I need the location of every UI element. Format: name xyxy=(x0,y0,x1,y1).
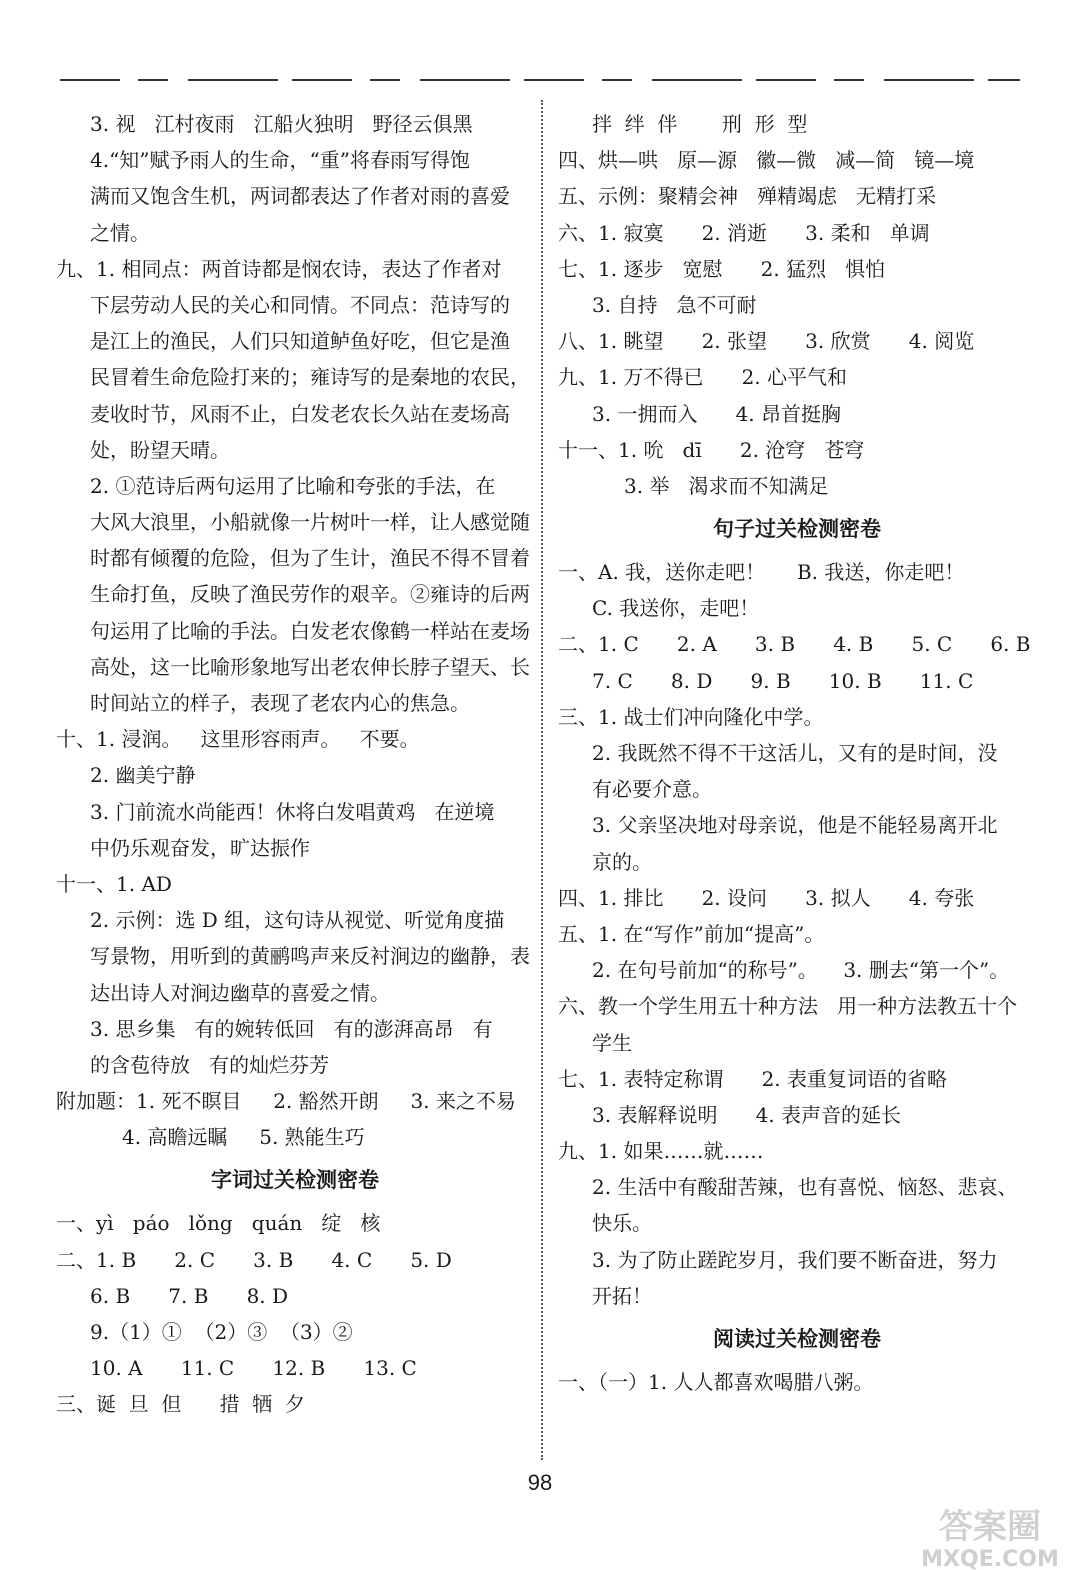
text-line: 3. 门前流水尚能西！休将白发唱黄鸡 在逆境 xyxy=(90,799,495,824)
text-line: 十一、1. AD xyxy=(56,871,172,896)
text-line: 2. 我既然不得不干这活儿，又有的是时间，没 xyxy=(592,741,998,765)
text-line: 3. 自持 急不可耐 xyxy=(592,292,757,317)
text-line: 写景物，用听到的黄鹂鸣声来反衬涧边的幽静，表 xyxy=(90,944,530,969)
text-line: 六、教一个学生用五十种方法 用一种方法教五十个 xyxy=(558,994,1018,1019)
text-line: 麦收时节，风雨不止，白发老农长久站在麦场高 xyxy=(90,401,510,426)
text-line: 2. 在句号前加“的称号”。 3. 删去“第一个”。 xyxy=(592,958,1010,983)
text-line: 六、1. 寂寞 2. 消逝 3. 柔和 单调 xyxy=(558,220,930,245)
text-line: 2. 示例：选 D 组，这句诗从视觉、听觉角度描 xyxy=(90,908,505,933)
watermark-logo xyxy=(880,1500,1080,1570)
text-line: 附加题：1. 死不瞑目 2. 豁然开朗 3. 来之不易 xyxy=(56,1089,516,1114)
text-line: 十一、1. 吮 dī 2. 沧穹 苍穹 xyxy=(558,437,865,462)
text-line: 3. 为了防止蹉跎岁月，我们要不断奋进，努力 xyxy=(592,1247,998,1272)
text-line: 3. 一拥而入 4. 昂首挺胸 xyxy=(592,401,842,426)
text-line: 时都有倾覆的危险，但为了生计，渔民不得不冒着 xyxy=(90,546,530,571)
text-line: 生命打鱼，反映了渔民劳作的艰辛。②雍诗的后两 xyxy=(90,582,530,607)
text-line: 3. 表解释说明 4. 表声音的延长 xyxy=(592,1102,902,1127)
text-line: 九、1. 万不得已 2. 心平气和 xyxy=(558,365,848,390)
right-column xyxy=(558,106,1036,1400)
text-line: 的含苞待放 有的灿烂芬芳 xyxy=(90,1052,330,1077)
text-line: 4. 高瞻远瞩 5. 熟能生巧 xyxy=(122,1125,365,1150)
page-number: 98 xyxy=(527,1470,553,1495)
text-line: 处，盼望天晴。 xyxy=(90,437,230,462)
text-line: 三、诞 旦 但 措 牺 夕 xyxy=(56,1392,306,1417)
text-line: 九、1. 如果……就…… xyxy=(558,1139,764,1164)
text-line: 9.（1）① （2）③ （3）② xyxy=(90,1320,353,1344)
text-line: 7. C 8. D 9. B 10. B 11. C xyxy=(592,668,974,693)
text-line: 3. 思乡集 有的婉转低回 有的澎湃高昂 有 xyxy=(90,1016,493,1041)
text-line: 高处，这一比喻形象地写出老农伸长脖子望天、长 xyxy=(90,654,530,679)
top-rule xyxy=(60,78,1020,82)
text-line: 京的。 xyxy=(592,849,652,874)
text-line: 4.“知”赋予雨人的生命，“重”将春雨写得饱 xyxy=(90,148,470,173)
text-line: 一、（一）1. 人人都喜欢喝腊八粥。 xyxy=(558,1370,874,1394)
section-heading: 句子过关检测密卷 xyxy=(713,517,881,542)
watermark-bottom: MXQE.COM xyxy=(921,1547,1059,1570)
section-heading: 字词过关检测密卷 xyxy=(211,1168,379,1193)
text-line: 3. 视 江村夜雨 江船火独明 野径云俱黑 xyxy=(90,112,473,136)
text-line: 二、1. C 2. A 3. B 4. B 5. C 6. B xyxy=(558,632,1031,657)
text-line: 七、1. 逐步 宽慰 2. 猛烈 惧怕 xyxy=(558,256,886,281)
watermark-top: 答案圈 xyxy=(939,1507,1041,1547)
text-line: 有必要介意。 xyxy=(592,777,712,802)
text-line: 大风大浪里，小船就像一片树叶一样，让人感觉随 xyxy=(90,510,530,535)
text-line: 3. 父亲坚决地对母亲说，他是不能轻易离开北 xyxy=(592,813,998,838)
text-line: 中仍乐观奋发，旷达振作 xyxy=(90,835,310,860)
text-line: 快乐。 xyxy=(592,1211,652,1236)
text-line: 下层劳动人民的关心和同情。不同点：范诗写的 xyxy=(90,292,510,317)
text-line: 6. B 7. B 8. D xyxy=(90,1283,289,1308)
text-line: 九、1. 相同点：两首诗都是悯农诗，表达了作者对 xyxy=(56,256,502,281)
text-line: 八、1. 眺望 2. 张望 3. 欣赏 4. 阅览 xyxy=(558,329,975,354)
text-line: 学生 xyxy=(592,1030,632,1055)
text-line: 七、1. 表特定称谓 2. 表重复词语的省略 xyxy=(558,1066,948,1091)
text-line: 2. 生活中有酸甜苦辣，也有喜悦、恼怒、悲哀、 xyxy=(592,1175,1018,1200)
text-line: 时间站立的样子，表现了老农内心的焦急。 xyxy=(90,691,470,715)
text-line: 之情。 xyxy=(90,220,150,245)
text-line: 五、示例：聚精会神 殚精竭虑 无精打采 xyxy=(558,184,937,209)
text-line: 四、1. 排比 2. 设问 3. 拟人 4. 夸张 xyxy=(558,885,975,910)
left-column xyxy=(56,106,534,1423)
text-line: 拌 绊 伴 刑 形 型 xyxy=(592,112,808,136)
text-line: 四、烘—哄 原—源 徽—微 减—简 镜—境 xyxy=(558,148,975,173)
text-line: 3. 举 渴求而不知满足 xyxy=(624,473,829,498)
text-line: 一、yì páo lǒng quán 绽 核 xyxy=(56,1211,381,1236)
text-line: 是江上的渔民，人们只知道鲈鱼好吃，但它是渔 xyxy=(90,329,510,354)
text-line: 三、1. 战士们冲向隆化中学。 xyxy=(558,704,824,729)
text-line: 民冒着生命危险打来的；雍诗写的是秦地的农民， xyxy=(90,365,530,390)
text-line: 开拓！ xyxy=(592,1283,652,1308)
text-line: 十、1. 浸润。 这里形容雨声。 不要。 xyxy=(56,727,420,752)
text-line: C. 我送你，走吧！ xyxy=(592,596,760,621)
text-line: 一、A. 我，送你走吧！ B. 我送，你走吧！ xyxy=(558,560,965,585)
text-line: 10. A 11. C 12. B 13. C xyxy=(90,1356,417,1381)
text-line: 二、1. B 2. C 3. B 4. C 5. D xyxy=(56,1247,452,1272)
text-line: 2. ①范诗后两句运用了比喻和夸张的手法，在 xyxy=(90,473,496,498)
text-line: 五、1. 在“写作”前加“提高”。 xyxy=(558,921,825,946)
text-line: 满而又饱含生机，两词都表达了作者对雨的喜爱 xyxy=(90,184,510,209)
column-divider xyxy=(541,100,543,1460)
text-line: 句运用了比喻的手法。白发老农像鹤一样站在麦场 xyxy=(90,618,530,643)
text-line: 2. 幽美宁静 xyxy=(90,763,196,788)
section-heading: 阅读过关检测密卷 xyxy=(713,1327,881,1351)
text-line: 达出诗人对涧边幽草的喜爱之情。 xyxy=(90,980,390,1005)
